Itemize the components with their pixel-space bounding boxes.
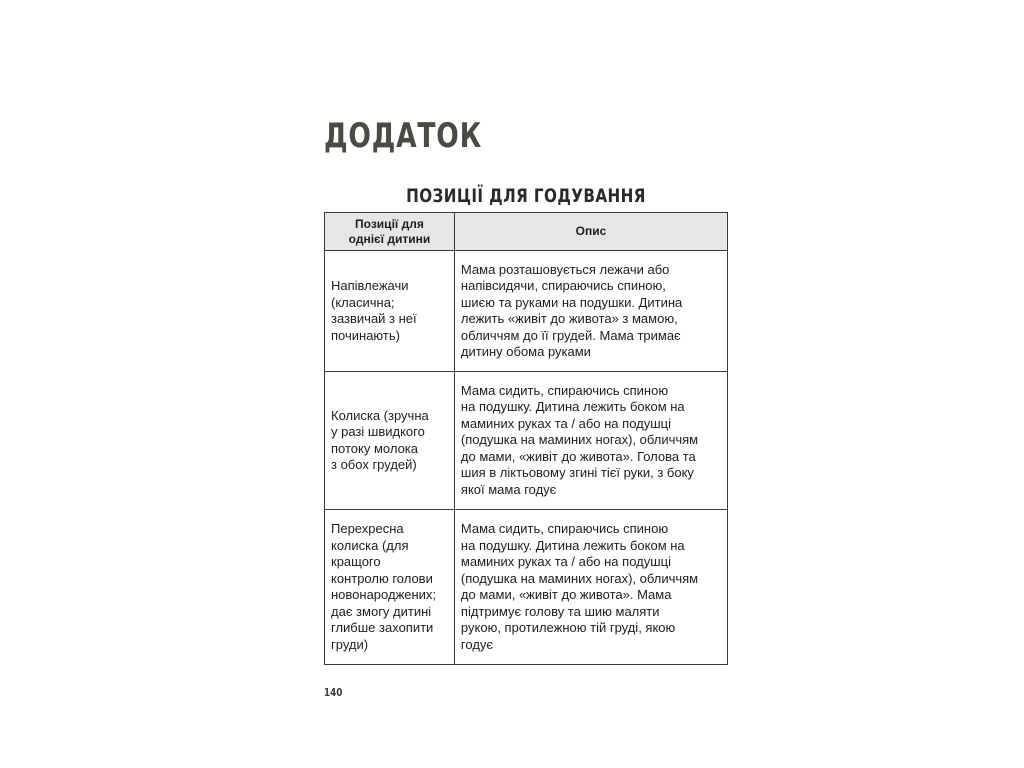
description-text: Мама сидить, спираючись спиною на подушку. Дитина лежить боком на маминих руках та / або на подушці (подушка на маминих ногах), обличчям до мами, «живіт до живота». Мама підтримує голову та шию маляти рукою, протилежною тій груді, якою годує xyxy=(460,521,699,652)
feeding-positions-table xyxy=(324,212,728,665)
position-text: Напівлежачи (класична; зазвичай з неї починають) xyxy=(331,278,417,343)
position-cell xyxy=(325,510,455,665)
description-cell xyxy=(454,510,727,665)
description-text: Мама розташовується лежачи або напівсидячи, спираючись спиною, шиєю та руками на подушки. Дитина лежить «живіт до живота» з мамою, обличчям до її грудей. Мама тримає дитину обома руками xyxy=(460,261,683,359)
header-position xyxy=(325,213,455,251)
header-position-label: Позиції для однієї дитини xyxy=(348,216,431,246)
table-row xyxy=(325,510,728,665)
description-cell xyxy=(454,372,727,510)
table-header-row xyxy=(325,213,728,251)
description-text: Мама сидить, спираючись спиною на подушку. Дитина лежить боком на маминих руках та / або на подушці (подушка на маминих ногах), обличчям до мами, «живіт до живота». Голова та шия в ліктьовому згині тієї руки, з боку якої мама годує xyxy=(460,382,699,497)
position-cell xyxy=(325,372,455,510)
description-cell xyxy=(454,251,727,372)
position-text: Колиска (зручна у разі швидкого потоку молока з обох грудей) xyxy=(331,407,429,472)
table-row xyxy=(325,372,728,510)
table-title-text: ПОЗИЦІЇ ДЛЯ ГОДУВАННЯ xyxy=(406,185,646,207)
position-cell xyxy=(325,251,455,372)
header-description xyxy=(454,213,727,251)
page-number: 140 xyxy=(324,686,343,699)
table-row xyxy=(325,251,728,372)
page-title: ДОДАТОК xyxy=(324,116,483,156)
position-text: Перехресна колиска (для кращого контролю голови новонароджених; дає змогу дитині глибше захопити груди) xyxy=(331,521,437,652)
header-description-label: Опис xyxy=(575,224,607,238)
